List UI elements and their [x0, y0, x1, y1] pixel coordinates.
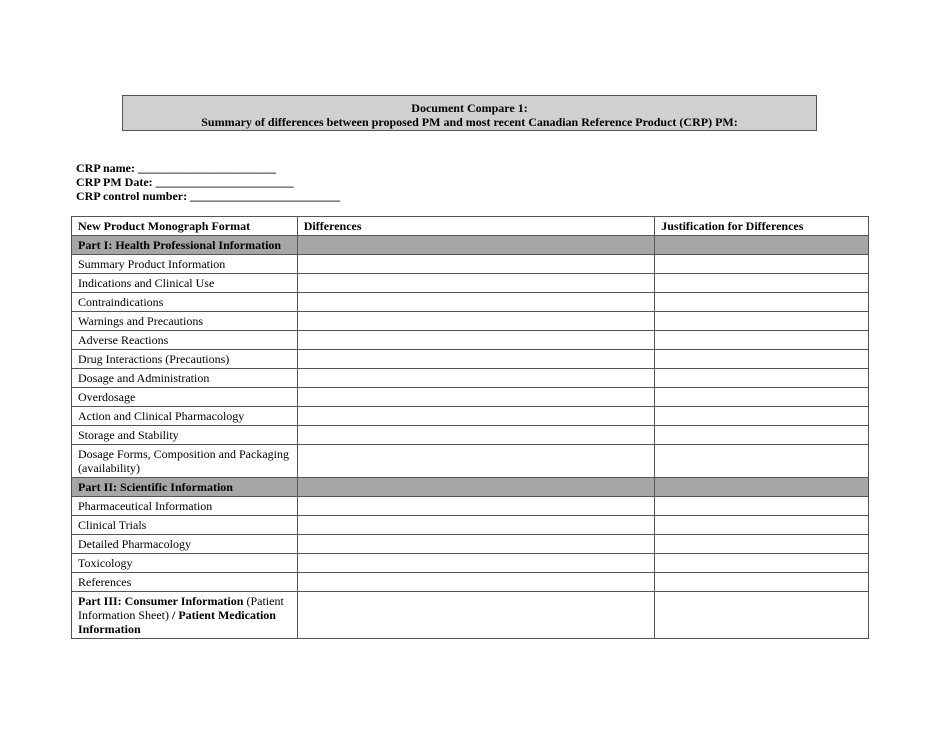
justification-cell	[655, 312, 869, 331]
table-row	[72, 516, 869, 535]
differences-cell	[297, 293, 654, 312]
differences-cell	[297, 592, 654, 639]
header-differences: Differences	[297, 217, 654, 236]
section-row-part1	[72, 236, 869, 255]
part3-title-bold-2: / Patient Medication Information	[78, 608, 276, 636]
differences-cell	[297, 426, 654, 445]
table-row-part3	[72, 592, 869, 639]
table-row	[72, 554, 869, 573]
row-label: Indications and Clinical Use	[72, 274, 298, 293]
crp-pm-date-field: CRP PM Date: _______________________	[76, 175, 294, 189]
row-label: Detailed Pharmacology	[72, 535, 298, 554]
crp-control-number-field: CRP control number: _________________________	[76, 189, 341, 203]
row-label: Warnings and Precautions	[72, 312, 298, 331]
justification-cell	[655, 274, 869, 293]
row-label: References	[72, 573, 298, 592]
row-label: Storage and Stability	[72, 426, 298, 445]
table-row	[72, 293, 869, 312]
table-row	[72, 274, 869, 293]
table-row	[72, 445, 869, 478]
row-label: Toxicology	[72, 554, 298, 573]
differences-cell	[297, 516, 654, 535]
justification-cell	[655, 535, 869, 554]
justification-cell	[655, 407, 869, 426]
differences-cell	[297, 497, 654, 516]
differences-cell	[297, 331, 654, 350]
table-row	[72, 426, 869, 445]
justification-cell	[655, 426, 869, 445]
justification-cell	[655, 236, 869, 255]
header-justification: Justification for Differences	[655, 217, 869, 236]
crp-fields	[76, 161, 340, 203]
table-row	[72, 407, 869, 426]
table-row	[72, 497, 869, 516]
table-row	[72, 255, 869, 274]
table-row	[72, 369, 869, 388]
differences-cell	[297, 535, 654, 554]
section-row-part2	[72, 478, 869, 497]
differences-cell	[297, 350, 654, 369]
justification-cell	[655, 350, 869, 369]
justification-cell	[655, 445, 869, 478]
table-row	[72, 535, 869, 554]
row-label: Drug Interactions (Precautions)	[72, 350, 298, 369]
justification-cell	[655, 478, 869, 497]
justification-cell	[655, 573, 869, 592]
differences-cell	[297, 312, 654, 331]
row-label: Dosage Forms, Composition and Packaging (availability)	[72, 445, 298, 478]
table-row	[72, 331, 869, 350]
table-row	[72, 573, 869, 592]
justification-cell	[655, 388, 869, 407]
justification-cell	[655, 592, 869, 639]
table-row	[72, 388, 869, 407]
differences-cell	[297, 445, 654, 478]
table-header-row	[72, 217, 869, 236]
differences-cell	[297, 236, 654, 255]
justification-cell	[655, 554, 869, 573]
justification-cell	[655, 369, 869, 388]
crp-name-field: CRP name: _______________________	[76, 161, 276, 175]
table-row	[72, 312, 869, 331]
title-line-1: Document Compare 1:	[411, 101, 528, 115]
row-label: Contraindications	[72, 293, 298, 312]
differences-cell	[297, 388, 654, 407]
row-label: Action and Clinical Pharmacology	[72, 407, 298, 426]
header-format: New Product Monograph Format	[72, 217, 298, 236]
differences-cell	[297, 274, 654, 293]
differences-cell	[297, 407, 654, 426]
differences-cell	[297, 369, 654, 388]
justification-cell	[655, 516, 869, 535]
differences-cell	[297, 554, 654, 573]
justification-cell	[655, 331, 869, 350]
differences-cell	[297, 478, 654, 497]
row-label: Dosage and Administration	[72, 369, 298, 388]
part3-title-normal: (Patient Information Sheet)	[78, 594, 284, 622]
justification-cell	[655, 293, 869, 312]
row-label: Pharmaceutical Information	[72, 497, 298, 516]
section-title-part2: Part II: Scientific Information	[72, 478, 298, 497]
differences-cell	[297, 255, 654, 274]
part3-title-bold: Part III: Consumer Information	[78, 594, 244, 608]
comparison-table	[71, 216, 869, 639]
row-label: Summary Product Information	[72, 255, 298, 274]
justification-cell	[655, 255, 869, 274]
differences-cell	[297, 573, 654, 592]
row-label: Overdosage	[72, 388, 298, 407]
row-label: Clinical Trials	[72, 516, 298, 535]
row-label: Adverse Reactions	[72, 331, 298, 350]
section-title-part1: Part I: Health Professional Information	[72, 236, 298, 255]
table-row	[72, 350, 869, 369]
title-line-2: Summary of differences between proposed PM and most recent Canadian Reference Product (CRP) PM:	[201, 115, 738, 129]
justification-cell	[655, 497, 869, 516]
document-title-box	[122, 95, 817, 131]
row-label-part3	[72, 592, 298, 639]
